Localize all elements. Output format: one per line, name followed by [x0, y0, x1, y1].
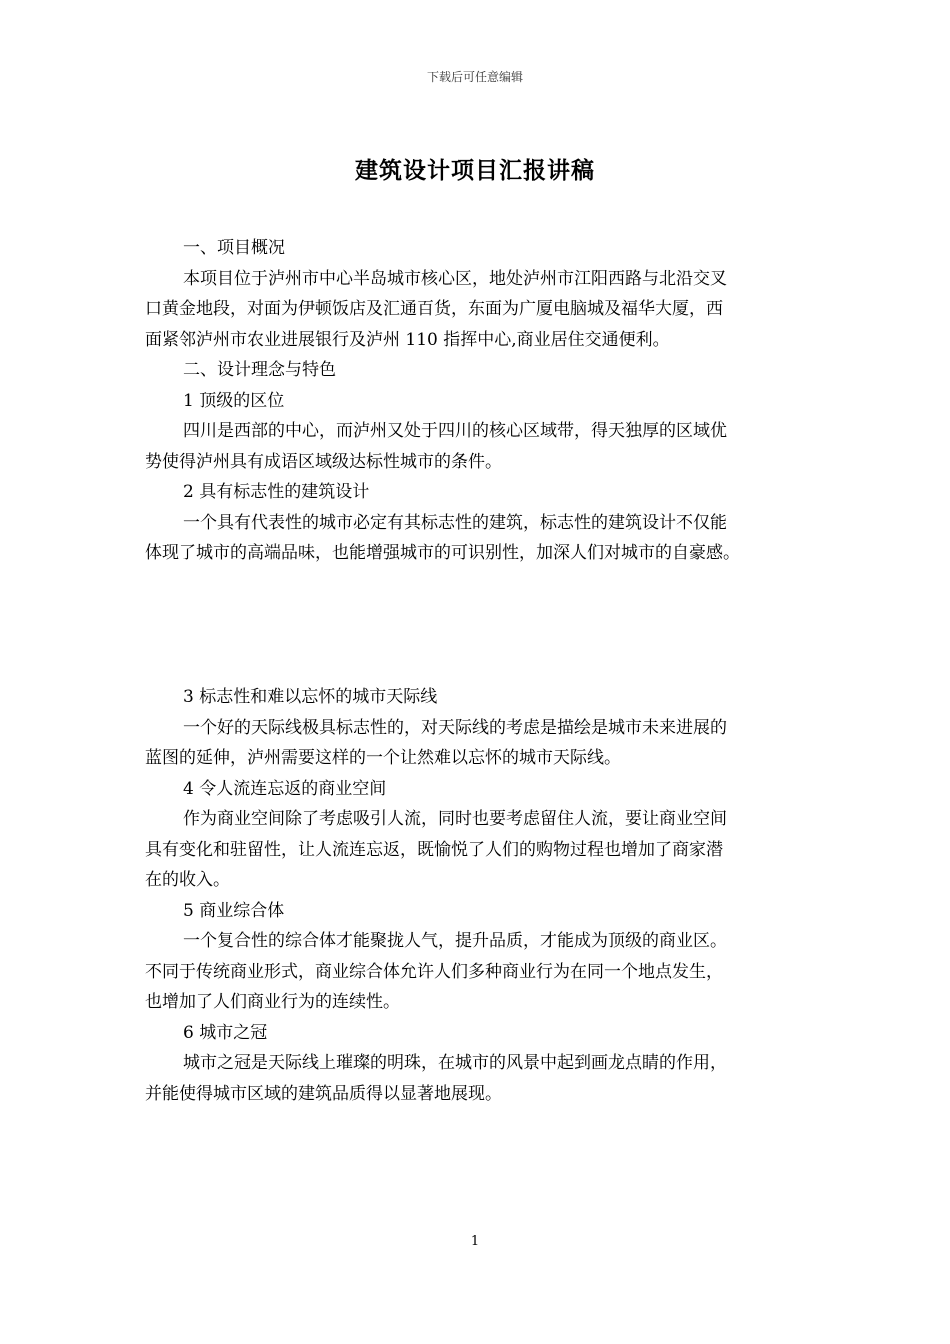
paragraph-line: 一个复合性的综合体才能聚拢人气，提升品质，才能成为顶级的商业区。: [183, 931, 727, 951]
section-heading-overview: 一、项目概况: [183, 238, 285, 258]
item-heading-3: 3 标志性和难以忘怀的城市天际线: [183, 687, 438, 707]
paragraph-line: 作为商业空间除了考虑吸引人流，同时也要考虑留住人流，要让商业空间: [183, 809, 727, 829]
paragraph-line: 也增加了人们商业行为的连续性。: [145, 992, 400, 1012]
item-heading-4: 4 令人流连忘返的商业空间: [183, 778, 387, 799]
page-number: 1: [470, 1234, 480, 1249]
paragraph-line: 在的收入。: [145, 870, 230, 890]
document-body-part-2: [145, 682, 825, 1109]
document-body-part-1: [145, 233, 825, 569]
paragraph-line: 体现了城市的高端品味，也能增强城市的可识别性，加深人们对城市的自豪感。: [145, 543, 740, 563]
section-heading-design: 二、设计理念与特色: [183, 360, 336, 380]
paragraph-line: 一个好的天际线极具标志性的，对天际线的考虑是描绘是城市未来进展的: [183, 717, 727, 738]
paragraph-line: 并能使得城市区域的建筑品质得以显著地展现。: [145, 1083, 502, 1104]
paragraph-line: 本项目位于泸州市中心半岛城市核心区，地处泸州市江阳西路与北沿交叉: [183, 268, 727, 289]
document-title: 建筑设计项目汇报讲稿: [355, 157, 595, 184]
paragraph-line: 面紧邻泸州市农业进展银行及泸州 110 指挥中心,商业居住交通便利。: [145, 329, 670, 350]
item-heading-5: 5 商业综合体: [183, 900, 285, 921]
paragraph-line: 蓝图的延伸，泸州需要这样的一个让然难以忘怀的城市天际线。: [145, 748, 621, 768]
paragraph-line: 势使得泸州具有成语区域级达标性城市的条件。: [145, 451, 502, 472]
paragraph-line: 城市之冠是天际线上璀璨的明珠，在城市的风景中起到画龙点睛的作用，: [183, 1053, 727, 1073]
item-heading-1: 1 顶级的区位: [183, 390, 285, 411]
item-heading-2: 2 具有标志性的建筑设计: [183, 482, 370, 502]
header-note: 下载后可任意编辑: [426, 70, 523, 84]
paragraph-line: 一个具有代表性的城市必定有其标志性的建筑，标志性的建筑设计不仅能: [183, 512, 727, 533]
paragraph-line: 不同于传统商业形式，商业综合体允许人们多种商业行为在同一个地点发生，: [145, 961, 723, 982]
paragraph-line: 四川是西部的中心，而泸州又处于四川的核心区域带，得天独厚的区域优: [183, 421, 727, 441]
paragraph-line: 口黄金地段，对面为伊顿饭店及汇通百货，东面为广厦电脑城及福华大厦，西: [145, 299, 723, 319]
paragraph-line: 具有变化和驻留性，让人流连忘返，既愉悦了人们的购物过程也增加了商家潜: [145, 839, 723, 860]
item-heading-6: 6 城市之冠: [183, 1022, 268, 1043]
